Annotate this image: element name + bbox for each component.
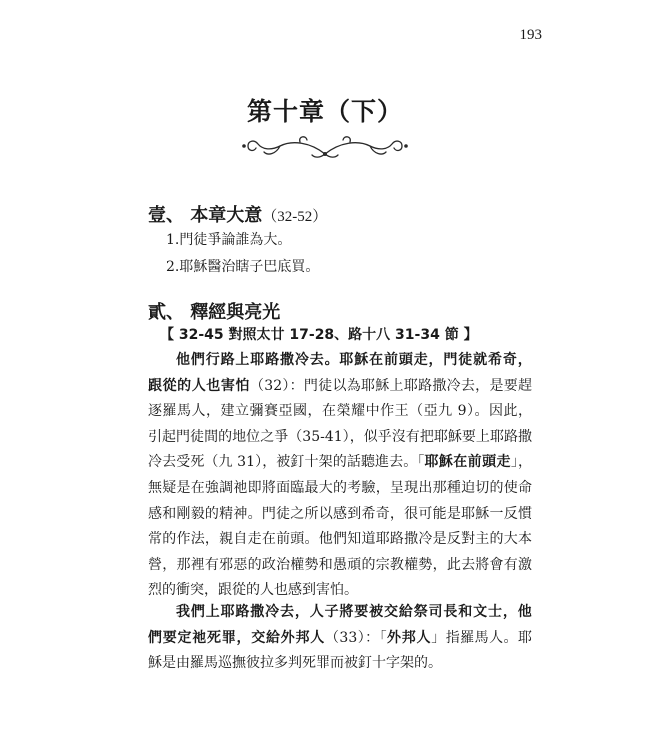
page-number: 193 <box>519 27 542 43</box>
scripture-reference: 【 32-45 對照太廿 17-28、路十八 31-34 節 】 <box>160 327 478 343</box>
section-range: （32-52） <box>262 209 328 225</box>
section-heading-summary-text: 壹、 本章大意 <box>148 205 263 226</box>
section-heading-exegesis: 貳、 釋經與亮光 <box>148 302 281 323</box>
chapter-title: 第十章（下） <box>246 97 403 126</box>
commentary-text: （32）：門徒以為耶穌上耶路撒冷去，是要趕逐羅馬人，建立彌賽亞國，在榮耀中作王（亞九 9）。因此，引起門徒間的地位之爭（35-41），似乎沒有把耶穌要上耶路撒冷去受死（九 31），被釘十架的話聽進去。「 <box>148 377 532 471</box>
summary-list-item: 2.耶穌醫治瞎子巴底買。 <box>166 259 320 275</box>
commentary-text: （33）：「 <box>324 629 388 646</box>
commentary-paragraph <box>148 600 532 677</box>
flourish-ornament <box>240 132 410 162</box>
commentary-text: 」指羅馬人。耶穌是由羅馬巡撫彼拉多判死罪而被釘十字架的。 <box>148 629 532 672</box>
section-heading-summary <box>148 201 327 227</box>
verse-quote: 他們行路上耶路撒冷去。耶穌在前頭走，門徒就希奇，跟從的人也害怕 <box>148 352 532 394</box>
commentary-paragraph <box>148 348 532 604</box>
verse-quote: 我們上耶路撒冷去，人子將要被交給祭司長和文士，他們要定祂死罪，交給外邦人 <box>148 604 532 646</box>
verse-quote-inline: 外邦人 <box>387 629 432 646</box>
summary-list-item: 1.門徒爭論誰為大。 <box>166 232 292 248</box>
commentary-text: 」，無疑是在強調祂即將面臨最大的考驗，呈現出那種迫切的使命感和剛毅的精神。門徒之所以感到希奇，很可能是耶穌一反慣常的作法，親自走在前頭。他們知道耶路撒冷是反對主的大本營，那裡有邪惡的政治權勢和愚頑的宗教權勢，此去將會有激烈的衝突，跟從的人也感到害怕。 <box>148 454 533 599</box>
verse-quote-inline: 耶穌在前頭走 <box>424 454 511 471</box>
